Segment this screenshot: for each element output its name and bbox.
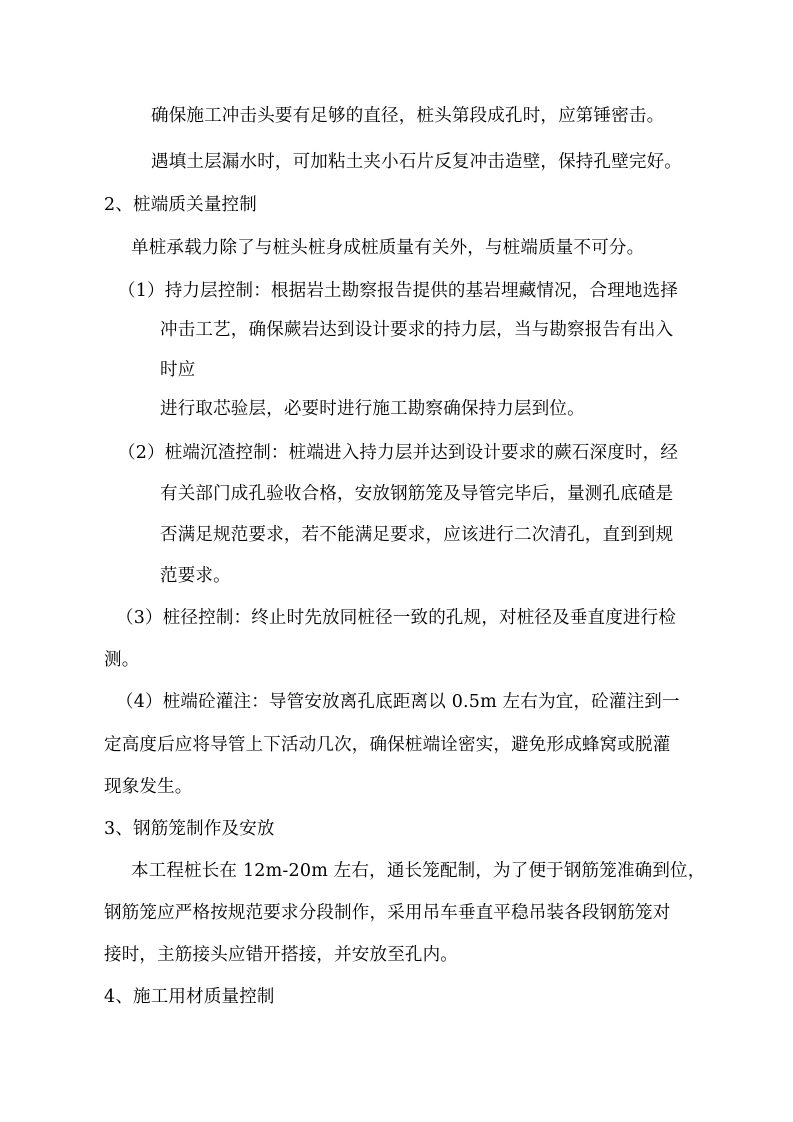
list-item-line: （4）桩端砼灌注：导管安放离孔底距离以 0.5m 左右为宜，砼灌注到一 bbox=[116, 692, 680, 712]
list-item-line: 进行取芯验层，必要时进行施工勘察确保持力层到位。 bbox=[160, 399, 585, 419]
list-item-line: （1）持力层控制：根据岩土勘察报告提供的基岩埋藏情况，合理地选择 bbox=[118, 281, 679, 301]
list-item-line: 测。 bbox=[104, 650, 140, 670]
section-heading: 2、桩端质关量控制 bbox=[104, 195, 257, 215]
list-item-line: 时应 bbox=[160, 360, 196, 380]
list-item-line: 现象发生。 bbox=[104, 777, 193, 797]
paragraph-line: 遇填土层漏水时，可加粘土夹小石片反复冲击造壁，保持孔壁完好。 bbox=[151, 152, 682, 172]
paragraph-line: 确保施工冲击头要有足够的直径，桩头第段成孔时，应第锤密击。 bbox=[151, 106, 665, 126]
list-item-line: 否满足规范要求，若不能满足要求，应该进行二次清孔，直到到规 bbox=[160, 525, 674, 545]
list-item-line: 有关部门成孔验收合格，安放钢筋笼及导管完毕后，量测孔底碴是 bbox=[160, 484, 674, 504]
section-heading: 4、施工用材质量控制 bbox=[104, 987, 275, 1007]
section-heading: 3、钢筋笼制作及安放 bbox=[104, 819, 275, 839]
list-item-line: 定高度后应将导管上下活动几次，确保桩端诠密实，避免形成蜂窝或脱灌 bbox=[104, 735, 671, 755]
paragraph-line: 本工程桩长在 12m-20m 左右，通长笼配制，为了便于钢筋笼准确到位， bbox=[131, 861, 706, 881]
paragraph-line: 单桩承载力除了与桩头桩身成桩质量有关外，与桩端质量不可分。 bbox=[131, 238, 645, 258]
list-item-line: （2）桩端沉渣控制：桩端进入持力层并达到设计要求的蕨石深度时，经 bbox=[118, 443, 679, 463]
list-item-line: 范要求。 bbox=[160, 566, 231, 586]
paragraph-line: 钢筋笼应严格按规范要求分段制作，采用吊车垂直平稳吊装各段钢筋笼对 bbox=[104, 903, 671, 923]
list-item-line: （3）桩径控制：终止时先放同桩径一致的孔规，对桩径及垂直度进行检 bbox=[116, 608, 677, 628]
paragraph-line: 接时，主筋接头应错开搭接，并安放至孔内。 bbox=[104, 945, 458, 965]
list-item-line: 冲击工艺，确保蕨岩达到设计要求的持力层，当与勘察报告有出入 bbox=[160, 320, 674, 340]
